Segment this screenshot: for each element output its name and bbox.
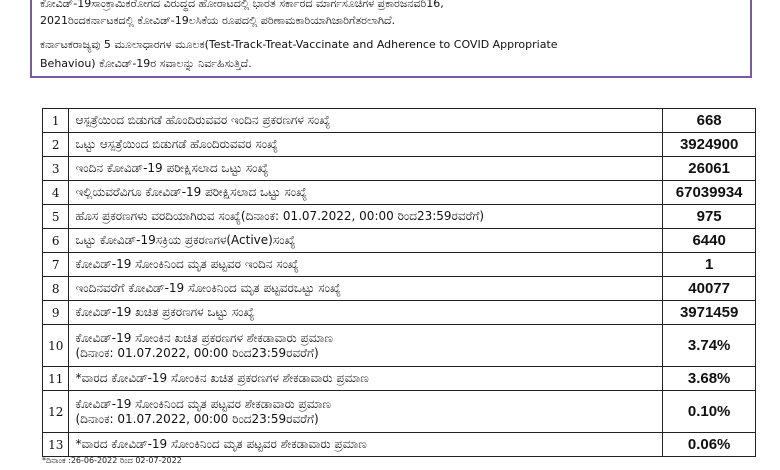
table-row bbox=[43, 325, 756, 367]
table-row bbox=[43, 229, 756, 253]
table-row bbox=[43, 133, 756, 157]
row-description: ಇಂದಿನ ಕೋವಿಡ್‌-19 ಪರೀಕ್ಷಿಸಲಾದ ಒಟ್ಟು ಸಂಖ್ಯೆ bbox=[69, 157, 663, 181]
row-description: ಕೋವಿಡ್‌-19 ಖಚಿತ ಪ್ರಕರಣಗಳ ಒಟ್ಟು ಸಂಖ್ಯೆ bbox=[69, 301, 663, 325]
row-description: ಆಸ್ಪತ್ರೆಯಿಂದ ಬಿಡುಗಡೆ ಹೊಂದಿರುವವರ ಇಂದಿನ ಪ್ರಕರಣಗಳ ಸಂಖ್ಯೆ bbox=[69, 109, 663, 133]
intro-line-2: 2021ರಿಂದಕರ್ನಾಟಕದಲ್ಲಿ ಕೋವಿಡ್‌-19ಲಸಿಕೆಯ ರೂಪದಲ್ಲಿ ಪರಿಣಾಮಕಾರಿಯಾಗಿಜಾರಿಗೆತರಲಾಗಿದೆ. bbox=[40, 14, 396, 27]
row-number: 6 bbox=[43, 229, 69, 253]
row-value: 40077 bbox=[663, 277, 756, 301]
row-description: *ವಾರದ ಕೋವಿಡ್‌-19 ಸೋಂಕಿನ ಖಚಿತ ಪ್ರಕರಣಗಳ ಶೇಕಡಾವಾರು ಪ್ರಮಾಣ bbox=[69, 367, 663, 391]
row-number: 12 bbox=[43, 391, 69, 433]
row-description-line-2: (ದಿನಾಂಕ: 01.07.2022, 00:00 ರಿಂದ23:59ರವರೆಗೆ) bbox=[75, 345, 319, 360]
table-row bbox=[43, 109, 756, 133]
row-number: 13 bbox=[43, 433, 69, 457]
intro-line-1: ಕೋವಿಡ್‌-19ಸಾಂಕ್ರಾಮಿಕರೋಗದ ವಿರುದ್ಧದ ಹೋರಾಟದಲ್ಲಿ ಭಾರತ ಸರ್ಕಾರದ ಮಾರ್ಗಸೂಚಿಗಳ ಪ್ರಕಾರಜನವರಿ16, bbox=[40, 0, 444, 10]
intro-line-3: ಕರ್ನಾಟಕರಾಜ್ಯವು 5 ಮೂಲಾಧಾರಗಳ ಮೂಲಕ(Test-Track-Treat-Vaccinate and Adherence to COVID Appropriate bbox=[40, 38, 558, 51]
table-row bbox=[43, 391, 756, 433]
row-value: 3.74% bbox=[663, 325, 756, 367]
table-row bbox=[43, 433, 756, 457]
row-number: 9 bbox=[43, 301, 69, 325]
row-value: 0.06% bbox=[663, 433, 756, 457]
intro-box bbox=[30, 0, 752, 78]
row-number: 2 bbox=[43, 133, 69, 157]
row-description: *ವಾರದ ಕೋವಿಡ್‌-19 ಸೋಂಕಿನಿಂದ ಮೃತ ಪಟ್ಟವರ ಶೇಕಡಾವಾರು ಪ್ರಮಾಣ bbox=[69, 433, 663, 457]
table-row bbox=[43, 367, 756, 391]
table-row bbox=[43, 181, 756, 205]
row-number: 5 bbox=[43, 205, 69, 229]
row-value: 67039934 bbox=[663, 181, 756, 205]
row-description: ಒಟ್ಟು ಆಸ್ಪತ್ರೆಯಿಂದ ಬಿಡುಗಡೆ ಹೊಂದಿರುವವರ ಸಂಖ್ಯೆ bbox=[69, 133, 663, 157]
table-row bbox=[43, 253, 756, 277]
table-row bbox=[43, 205, 756, 229]
row-number: 1 bbox=[43, 109, 69, 133]
row-value: 668 bbox=[663, 109, 756, 133]
row-description: ಇಲ್ಲಿಯವರೆವಿಗೂ ಕೋವಿಡ್‌-19 ಪರೀಕ್ಷಿಸಲಾದ ಒಟ್ಟು ಸಂಖ್ಯೆ bbox=[69, 181, 663, 205]
row-description: ಇಂದಿನವರೆಗೆ ಕೋವಿಡ್‌-19 ಸೋಂಕಿನಿಂದ ಮೃತ ಪಟ್ಟವರಒಟ್ಟು ಸಂಖ್ಯೆ bbox=[69, 277, 663, 301]
stats-table bbox=[42, 108, 756, 457]
row-number: 4 bbox=[43, 181, 69, 205]
row-number: 3 bbox=[43, 157, 69, 181]
footnote: *ದಿನಾಂಕ :26-06-2022 ರಿಂದ 02-07-2022 bbox=[42, 456, 182, 465]
row-value: 975 bbox=[663, 205, 756, 229]
intro-line-4: Behaviou) ಕೋವಿಡ್‌-19ರ ಸವಾಲನ್ನು ನಿರ್ವಹಿಸುತ್ತಿದೆ. bbox=[40, 57, 252, 70]
row-value: 3.68% bbox=[663, 367, 756, 391]
table-row bbox=[43, 277, 756, 301]
row-value: 3924900 bbox=[663, 133, 756, 157]
row-number: 11 bbox=[43, 367, 69, 391]
row-description: ಹೊಸ ಪ್ರಕರಣಗಳು ವರದಿಯಾಗಿರುವ ಸಂಖ್ಯೆ(ದಿನಾಂಕ: 01.07.2022, 00:00 ರಿಂದ23:59ರವರೆಗೆ) bbox=[69, 205, 663, 229]
row-value: 0.10% bbox=[663, 391, 756, 433]
row-number: 8 bbox=[43, 277, 69, 301]
row-description-line-1: ಕೋವಿಡ್‌-19 ಸೋಂಕಿನಿಂದ ಮೃತ ಪಟ್ಟವರ ಶೇಕಡಾವಾರು ಪ್ರಮಾಣ bbox=[75, 396, 331, 411]
row-value: 3971459 bbox=[663, 301, 756, 325]
row-description-line-2: (ದಿನಾಂಕ: 01.07.2022, 00:00 ರಿಂದ23:59ರವರೆಗೆ) bbox=[75, 411, 319, 426]
row-description bbox=[69, 391, 663, 433]
row-description: ಕೋವಿಡ್‌-19 ಸೋಂಕಿನಿಂದ ಮೃತ ಪಟ್ಟವರ ಇಂದಿನ ಸಂಖ್ಯೆ bbox=[69, 253, 663, 277]
row-description-line-1: ಕೋವಿಡ್‌-19 ಸೋಂಕಿನ ಖಚಿತ ಪ್ರಕರಣಗಳ ಶೇಕಡಾವಾರು ಪ್ರಮಾಣ bbox=[75, 330, 333, 345]
row-number: 7 bbox=[43, 253, 69, 277]
row-value: 1 bbox=[663, 253, 756, 277]
row-description: ಒಟ್ಟು ಕೋವಿಡ್‌-19ಸಕ್ರಿಯ ಪ್ರಕರಣಗಳ(Active)ಸಂಖ್ಯೆ bbox=[69, 229, 663, 253]
row-number: 10 bbox=[43, 325, 69, 367]
table-row bbox=[43, 301, 756, 325]
row-description bbox=[69, 325, 663, 367]
row-value: 6440 bbox=[663, 229, 756, 253]
row-value: 26061 bbox=[663, 157, 756, 181]
table-row bbox=[43, 157, 756, 181]
